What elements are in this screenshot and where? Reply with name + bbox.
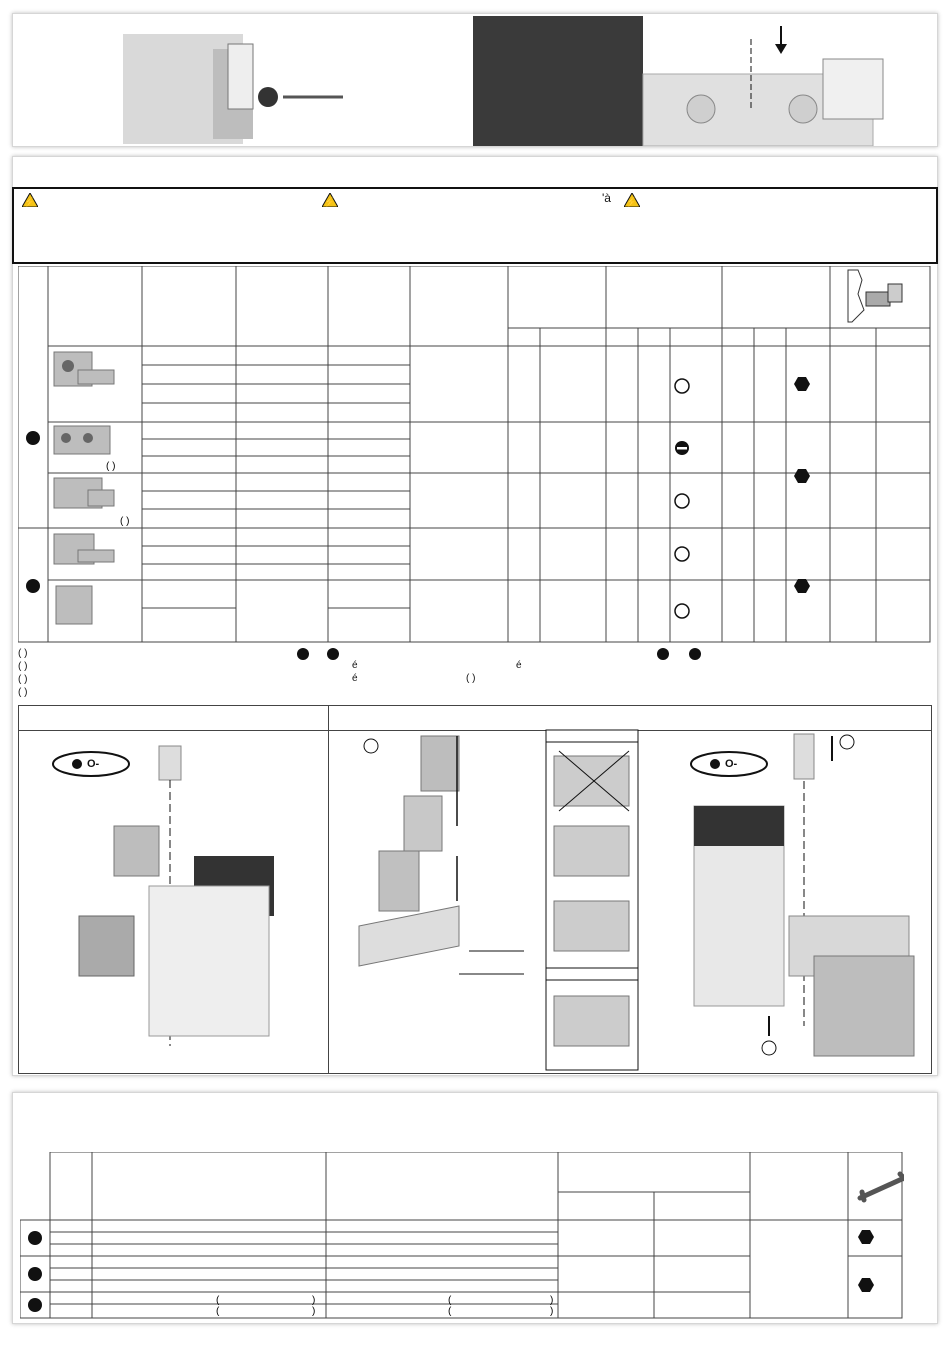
footnote: ( ) bbox=[18, 661, 28, 672]
row-marker bbox=[297, 648, 309, 660]
eye-label: O- bbox=[725, 758, 738, 770]
accent-glyph: é bbox=[516, 660, 522, 671]
svg-text:( ): ( ) bbox=[120, 516, 130, 527]
hex-symbol bbox=[858, 1278, 874, 1292]
hex-symbol bbox=[858, 1230, 874, 1244]
open-circle-symbol bbox=[675, 547, 689, 561]
top-photo-panel bbox=[12, 13, 938, 147]
svg-text:(: ( bbox=[448, 1295, 452, 1306]
svg-text:⚡: ⚡ bbox=[324, 197, 336, 207]
accent-glyph: 'à bbox=[602, 191, 611, 205]
svg-text:(: ( bbox=[216, 1306, 220, 1317]
accent-glyph: é bbox=[352, 660, 358, 671]
svg-text:): ) bbox=[312, 1295, 316, 1306]
warning-icon bbox=[22, 193, 38, 207]
hex-symbol bbox=[794, 469, 810, 483]
eye-label: O- bbox=[87, 758, 100, 770]
svg-text:⚡: ⚡ bbox=[626, 197, 638, 207]
svg-text:): ) bbox=[550, 1306, 554, 1317]
wrench-icon bbox=[860, 1174, 904, 1200]
hex-symbol bbox=[794, 377, 810, 391]
row-marker bbox=[28, 1298, 42, 1312]
row-marker bbox=[657, 648, 669, 660]
row-marker bbox=[26, 579, 40, 593]
install-left-illustration bbox=[19, 706, 329, 1073]
terminal-profile-icon bbox=[848, 270, 902, 322]
row-marker bbox=[327, 648, 339, 660]
paren-glyph: ( ) bbox=[466, 673, 476, 684]
warning-box bbox=[12, 187, 938, 264]
row-marker bbox=[26, 431, 40, 445]
open-circle-symbol bbox=[675, 494, 689, 508]
install-figure-right bbox=[328, 705, 932, 1074]
install-figure-left bbox=[18, 705, 330, 1074]
bottom-table bbox=[20, 1152, 904, 1320]
svg-text:(: ( bbox=[448, 1306, 452, 1317]
svg-text:⚡: ⚡ bbox=[24, 197, 36, 207]
footnote: ( ) bbox=[18, 687, 28, 698]
footnote: ( ) bbox=[18, 648, 28, 659]
accent-glyph: é bbox=[352, 673, 358, 684]
row-marker bbox=[28, 1231, 42, 1245]
warning-icon bbox=[322, 193, 338, 207]
row-marker bbox=[28, 1267, 42, 1281]
main-table bbox=[18, 266, 932, 646]
svg-text:( ): ( ) bbox=[106, 461, 116, 472]
svg-text:): ) bbox=[312, 1306, 316, 1317]
svg-text:(: ( bbox=[216, 1295, 220, 1306]
install-right-illustration bbox=[329, 706, 931, 1073]
open-circle-symbol bbox=[675, 604, 689, 618]
svg-text:): ) bbox=[550, 1295, 554, 1306]
top-illustration bbox=[13, 14, 937, 146]
row-marker bbox=[689, 648, 701, 660]
open-circle-symbol bbox=[675, 379, 689, 393]
warning-icon bbox=[624, 193, 640, 207]
hex-symbol bbox=[794, 579, 810, 593]
footnote: ( ) bbox=[18, 674, 28, 685]
